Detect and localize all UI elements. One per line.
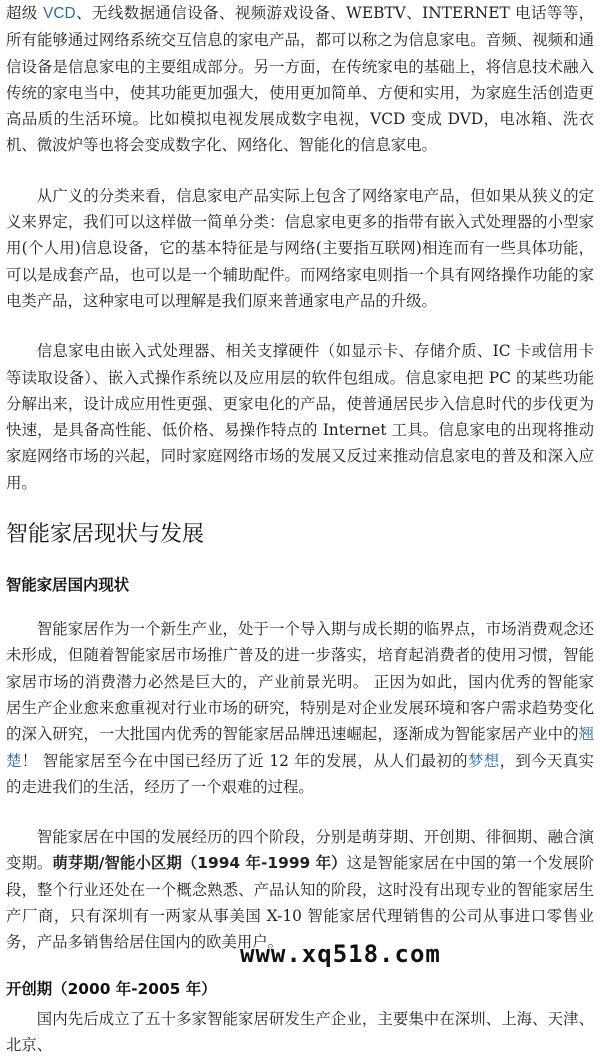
paragraph-components: 信息家电由嵌入式处理器、相关支撑硬件（如显示卡、存储介质、IC 卡或信用卡等读取设备）、嵌入式操作系统以及应用层的软件包组成。信息家电把 PC 的某些功能分解出来，设计成应用性更强、更家电化的产品，使普通居民步入信息时代的步伐更为快速，是具备高性能、低价格、易操作特点的 Internet 工具。信息家电的出现将推动家庭网络市场的兴起，同时家庭网络市场的发展又反过来推动信息家电的普及和深入应用。 (6, 342, 594, 492)
section-heading: 智能家居现状与发展 (6, 522, 205, 548)
qiaochu-link[interactable]: 翘楚 (6, 725, 594, 770)
bold-stage-label: 萌芽期/智能小区期（1994 年-1999 年） (52, 854, 347, 873)
text-run: 、无线数据通信设备、视频游戏设备、WEBTV、INTERNET 电话等等，所有能够通过网络系统交互信息的家电产品，都可以称之为信息家电。音频、视频和通信设备是信息家电的主要组成部分。另一方面，在传统家电的基础上，将信息技术融入传统的家电当中，使其功能更加强大，使用更加简单、方便和实用，为家庭生活创造更高品质的生活环境。比如模拟电视发展成数字电视，VCD 变成 DVD，电冰箱、洗衣机、微波炉等也将会变成数字化、网络化、智能化的信息家电。 (6, 4, 594, 155)
subsection-heading: 智能家居国内现状 (6, 576, 130, 595)
paragraph-domestic-status (6, 616, 594, 800)
text-run: 超级 (6, 4, 44, 22)
text-run: ，到今天真实的走进我们的生活，经历了一个艰难的过程。 (6, 751, 594, 796)
paragraph-info-appliance-intro (6, 0, 594, 159)
text-run: 智能家居在中国的发展经历的四个阶段，分别是萌芽期、开创期、徘徊期、融合演变期。 (6, 828, 594, 873)
mengxiang-link[interactable]: 梦想 (467, 751, 500, 770)
text-run: 智能家居作为一个新生产业，处于一个导入期与成长期的临界点，市场消费观念还未形成，但随着智能家居市场推广普及的进一步落实，培育起消费者的使用习惯，智能家居市场的消费潜力必然是巨大的，产业前景光明。 正因为如此，国内优秀的智能家居生产企业愈来愈重视对行业市场的研究，特别是对企业发展环境和客户需求趋势变化的深入研究，一大批国内优秀的智能家居品牌迅速崛起，逐渐成为智能家居产业中的 (6, 620, 594, 744)
paragraph-pioneering-period: 国内先后成立了五十多家智能家居研发生产企业，主要集中在深圳、上海、天津、北京、 (6, 1009, 594, 1054)
text-run: ！ 智能家居至今在中国已经历了近 12 年的发展，从人们最初的 (21, 751, 468, 770)
paragraph-classification: 从广义的分类来看，信息家电产品实际上包含了网络家电产品，但如果从狭义的定义来界定，我们可以这样做一简单分类：信息家电更多的指带有嵌入式处理器的小型家用(个人用)信息设备，它的基本特征是与网络(主要指互联网)相连而有一些具体功能，可以是成套产品，也可以是一个辅助配件。而网络家电则指一个具有网络操作功能的家电类产品，这种家电可以理解是我们原来普通家电产品的升级。 (6, 186, 594, 310)
text-run: 这是智能家居在中国的第一个发展阶段，整个行业还处在一个概念熟悉、产品认知的阶段，这时没有出现专业的智能家居生产厂商，只有深圳有一两家从事美国 X-10 智能家居代理销售的公司从事进口零售业务，产品多销售给居住国内的欧美用户。 (6, 854, 594, 952)
stage-heading: 开创期（2000 年-2005 年） (6, 979, 217, 998)
site-watermark: www.xq518.com (240, 940, 441, 968)
paragraph-development-stages (6, 824, 594, 955)
vcd-link[interactable]: VCD (43, 5, 76, 22)
